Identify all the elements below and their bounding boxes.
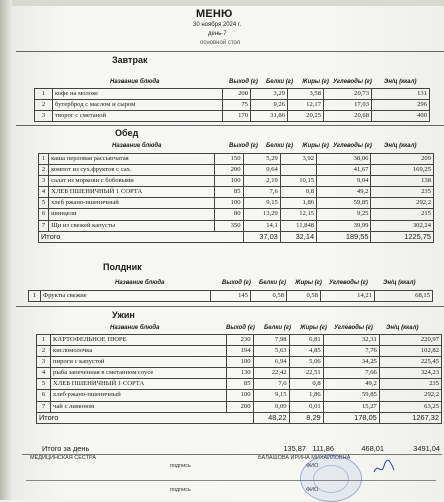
dish-row — [39, 165, 434, 176]
col-header-energy: Эн/ц (ккал) — [384, 143, 417, 149]
dish-yield: 85 — [227, 379, 253, 390]
dish-carbs: 34,25 — [323, 357, 379, 368]
dish-name: хлеб ржано-пшеничный — [49, 198, 215, 209]
col-header-yield: Выход (г) — [229, 143, 258, 149]
day-total-label: Итого за день — [42, 444, 90, 453]
dish-fat: 3,92 — [280, 154, 316, 165]
dish-yield: 75 — [223, 100, 251, 111]
dish-energy: 235 — [379, 379, 441, 390]
dish-protein: 7,6 — [243, 187, 280, 198]
dish-yield: 170 — [223, 111, 251, 122]
dish-fat: 11,848 — [280, 220, 316, 231]
dish-number: 3 — [37, 357, 51, 368]
dish-energy: 292,2 — [379, 390, 441, 401]
total-fat: 8,29 — [289, 412, 323, 423]
dish-name: ХЛЕБ ПШЕНИЧНЫЙ 1 СОРТА — [49, 187, 215, 198]
dish-fat: 4,85 — [289, 346, 323, 357]
handwritten-signature — [372, 458, 396, 478]
col-header-name: Название блюда — [110, 325, 160, 331]
dish-yield: 130 — [227, 368, 253, 379]
dish-yield: 145 — [211, 291, 251, 302]
dish-energy: 225,45 — [379, 357, 441, 368]
snack-table — [28, 290, 433, 302]
dish-yield: 150 — [215, 154, 243, 165]
dish-number: 4 — [37, 368, 51, 379]
dish-row — [37, 357, 442, 368]
dish-row — [35, 89, 430, 100]
dish-number: 7 — [37, 401, 51, 412]
dish-yield: 194 — [227, 346, 253, 357]
dish-yield: 350 — [215, 220, 243, 231]
nurse-full-name: БАЛАШОВА ИРИНА МИХАЙЛОВНА — [258, 455, 351, 461]
col-header-fat: Жиры (г) — [302, 79, 329, 85]
dish-carbs: 14,21 — [321, 291, 375, 302]
col-header-name: Название блюда — [112, 143, 162, 149]
dish-name: кофе на молоке — [53, 89, 223, 100]
total-row — [37, 412, 442, 423]
dish-row — [29, 291, 433, 302]
col-header-yield: Выход (г) — [226, 325, 255, 331]
dish-protein: 7,6 — [253, 379, 289, 390]
dish-energy: 68,15 — [375, 291, 433, 302]
col-header-name: Название блюда — [115, 280, 165, 286]
col-header-name: Название блюда — [110, 79, 160, 85]
fio-caption: ФИО — [306, 463, 319, 469]
dish-carbs: 49,2 — [317, 187, 371, 198]
dish-fat: 5,06 — [289, 357, 323, 368]
dish-energy: 102,82 — [379, 346, 441, 357]
dish-number: 5 — [37, 379, 51, 390]
fio-caption-2: ФИО — [306, 487, 319, 493]
dish-fat: 12,17 — [288, 100, 324, 111]
section-title-lunch: Обед — [115, 128, 139, 138]
menu-date: 30 ноября 2024 г. — [193, 22, 241, 28]
col-header-carbs: Углеводы (г) — [334, 325, 373, 331]
dish-energy: 235 — [371, 187, 434, 198]
dish-fat: 20,25 — [288, 111, 324, 122]
dish-energy: 292,2 — [371, 198, 434, 209]
dish-row — [39, 198, 434, 209]
col-header-fat: Жиры (г) — [300, 325, 327, 331]
dish-energy: 220,97 — [379, 335, 441, 346]
dish-carbs: 32,31 — [323, 335, 379, 346]
dish-name: чай с лимоном — [51, 401, 227, 412]
col-header-protein: Белки (г) — [264, 325, 291, 331]
dish-name: творог с сметаной — [53, 111, 223, 122]
col-header-carbs: Углеводы (г) — [329, 280, 368, 286]
dish-number: 4 — [39, 187, 49, 198]
dish-yield: 230 — [227, 335, 253, 346]
dish-carbs: 9,04 — [317, 176, 371, 187]
dish-row — [39, 187, 434, 198]
signature-caption-2: подпись — [170, 487, 191, 493]
day-total-protein: 135,87 — [283, 444, 306, 453]
dish-row — [37, 335, 442, 346]
dish-protein: 0,64 — [243, 165, 280, 176]
total-label: Итого — [39, 231, 244, 242]
dish-yield: 80 — [215, 209, 243, 220]
dish-name: каша перловая рассыпчатая — [49, 154, 215, 165]
section-title-dinner: Ужин — [112, 310, 135, 320]
dish-carbs: 7,76 — [323, 346, 379, 357]
dish-yield: 200 — [215, 165, 243, 176]
dish-fat: 0,8 — [280, 187, 316, 198]
dish-name: КАРТОФЕЛЬНОЕ ПЮРЕ — [51, 335, 227, 346]
dish-fat — [280, 165, 316, 176]
dish-name: Фрукты свежие — [41, 291, 211, 302]
dish-protein: 5,63 — [253, 346, 289, 357]
dish-carbs: 38,06 — [317, 154, 371, 165]
section-title-breakfast: Завтрак — [112, 55, 148, 65]
dish-yield: 100 — [215, 176, 243, 187]
dish-number: 3 — [39, 176, 49, 187]
total-carbs: 189,55 — [317, 231, 371, 242]
dish-fat: 22,51 — [289, 368, 323, 379]
dish-yield: 100 — [227, 390, 253, 401]
col-header-energy: Эн/ц (ккал) — [386, 325, 419, 331]
dish-number: 1 — [37, 335, 51, 346]
scan-top-edge — [0, 0, 444, 6]
day-total-fat: 111,86 — [312, 444, 334, 453]
dish-name: пироги с капустой — [51, 357, 227, 368]
dish-fat: 10,15 — [280, 176, 316, 187]
dish-fat: 12,15 — [280, 209, 316, 220]
dish-protein: 7,98 — [253, 335, 289, 346]
dish-energy: 215 — [371, 209, 434, 220]
signature-caption: подпись — [170, 463, 191, 469]
dish-fat: 3,58 — [288, 89, 324, 100]
dish-number: 2 — [39, 165, 49, 176]
dish-name: рыба запеченная в сметанном соусе — [51, 368, 227, 379]
dish-carbs: 20,68 — [324, 111, 372, 122]
dish-row — [35, 111, 430, 122]
dish-fat: 1,86 — [289, 390, 323, 401]
dish-number: 5 — [39, 198, 49, 209]
dish-protein: 22,42 — [253, 368, 289, 379]
stamp-seal-inner — [313, 465, 349, 493]
total-row — [39, 231, 434, 242]
dish-carbs: 59,85 — [317, 198, 371, 209]
dish-fat: 6,81 — [289, 335, 323, 346]
dish-number: 1 — [29, 291, 41, 302]
dish-name: компот из сух.фруктов с сах. — [49, 165, 215, 176]
dish-number: 7 — [39, 220, 49, 231]
dish-carbs: 20,73 — [324, 89, 372, 100]
dish-carbs: 9,25 — [317, 209, 371, 220]
dish-number: 1 — [39, 154, 49, 165]
scan-left-shadow — [0, 0, 12, 500]
dish-name: хлеб ржано-пшеничный — [51, 390, 227, 401]
dish-protein: 0,09 — [253, 401, 289, 412]
dish-protein: 13,29 — [243, 209, 280, 220]
dish-fat: 0,01 — [289, 401, 323, 412]
dish-row — [35, 100, 430, 111]
section-title-snack: Полдник — [103, 262, 142, 272]
day-total-energy: 3491,04 — [413, 444, 440, 453]
dish-name: бутерброд с маслом и сыром — [53, 100, 223, 111]
dish-row — [37, 401, 442, 412]
menu-day: день-7 — [208, 31, 227, 37]
dish-protein: 9,15 — [253, 390, 289, 401]
dish-number: 2 — [35, 100, 53, 111]
dish-row — [39, 220, 434, 231]
dish-row — [37, 368, 442, 379]
dish-carbs: 39,99 — [317, 220, 371, 231]
dish-energy: 400 — [372, 111, 430, 122]
day-total-carbs: 468,01 — [361, 444, 384, 453]
col-header-yield: Выход (г) — [222, 280, 251, 286]
dish-row — [39, 176, 434, 187]
dinner-table — [36, 334, 442, 424]
col-header-protein: Белки (г) — [259, 280, 286, 286]
dish-protein: 2,19 — [243, 176, 280, 187]
dish-row — [39, 154, 434, 165]
total-energy: 1267,32 — [379, 412, 441, 423]
signature-line — [26, 480, 436, 481]
section-divider — [16, 125, 444, 126]
dish-name: Щи из свежей капусты — [49, 220, 215, 231]
dish-number: 6 — [37, 390, 51, 401]
dish-row — [39, 209, 434, 220]
dish-row — [37, 379, 442, 390]
breakfast-table — [34, 88, 430, 122]
dish-fat: 1,86 — [280, 198, 316, 209]
menu-title: МЕНЮ — [196, 8, 233, 20]
dish-energy: 324,23 — [379, 368, 441, 379]
col-header-carbs: Углеводы (г) — [333, 143, 372, 149]
dish-yield: 100 — [215, 198, 243, 209]
dish-protein: 5,29 — [243, 154, 280, 165]
dish-name: кисломолочка — [51, 346, 227, 357]
lunch-table — [38, 153, 434, 243]
section-divider — [16, 51, 444, 52]
dish-protein: 9,15 — [243, 198, 280, 209]
dish-yield: 200 — [227, 401, 253, 412]
dish-name: шницели — [49, 209, 215, 220]
col-header-energy: Эн/ц (ккал) — [383, 280, 416, 286]
dish-protein: 14,1 — [243, 220, 280, 231]
dish-protein: 31,86 — [251, 111, 288, 122]
dish-number: 6 — [39, 209, 49, 220]
section-divider — [16, 306, 444, 307]
total-carbs: 178,05 — [323, 412, 379, 423]
col-header-protein: Белки (г) — [266, 79, 293, 85]
dish-yield: 85 — [215, 187, 243, 198]
col-header-carbs: Углеводы (г) — [333, 79, 372, 85]
col-header-fat: Жиры (г) — [295, 280, 322, 286]
dish-yield: 100 — [227, 357, 253, 368]
nurse-position: МЕДИЦИНСКАЯ СЕСТРА — [30, 455, 97, 461]
dish-energy: 296 — [372, 100, 430, 111]
dish-carbs: 17,03 — [324, 100, 372, 111]
dish-fat: 0,8 — [289, 379, 323, 390]
total-energy: 1225,75 — [371, 231, 434, 242]
dish-number: 3 — [35, 111, 53, 122]
dish-fat: 0,58 — [287, 291, 321, 302]
col-header-fat: Жиры (г) — [302, 143, 329, 149]
dish-row — [37, 390, 442, 401]
dish-carbs: 49,2 — [323, 379, 379, 390]
dish-number: 2 — [37, 346, 51, 357]
dish-carbs: 7,66 — [323, 368, 379, 379]
total-protein: 37,03 — [243, 231, 280, 242]
total-label: Итого — [37, 412, 254, 423]
total-protein: 48,22 — [253, 412, 289, 423]
dish-carbs: 15,27 — [323, 401, 379, 412]
dish-energy: 138 — [371, 176, 434, 187]
dish-carbs: 59,85 — [323, 390, 379, 401]
dish-energy: 63,25 — [379, 401, 441, 412]
dish-energy: 209 — [371, 154, 434, 165]
col-header-protein: Белки (г) — [266, 143, 293, 149]
dish-protein: 3,29 — [251, 89, 288, 100]
dish-carbs: 41,67 — [317, 165, 371, 176]
col-header-yield: Выход (г) — [229, 79, 258, 85]
dish-name: салат из моркови с бобовыми — [49, 176, 215, 187]
col-header-energy: Эн/ц (ккал) — [384, 79, 417, 85]
dish-energy: 302,24 — [371, 220, 434, 231]
dish-yield: 200 — [223, 89, 251, 100]
dish-row — [37, 346, 442, 357]
diet-table-name: основной стол — [200, 40, 241, 46]
dish-name: ХЛЕБ ПШЕНИЧНЫЙ 1 СОРТА — [51, 379, 227, 390]
dish-number: 1 — [35, 89, 53, 100]
dish-energy: 131 — [372, 89, 430, 100]
dish-protein: 6,94 — [253, 357, 289, 368]
dish-energy: 169,25 — [371, 165, 434, 176]
dish-protein: 9,26 — [251, 100, 288, 111]
total-fat: 32,14 — [280, 231, 316, 242]
dish-protein: 0,58 — [251, 291, 287, 302]
